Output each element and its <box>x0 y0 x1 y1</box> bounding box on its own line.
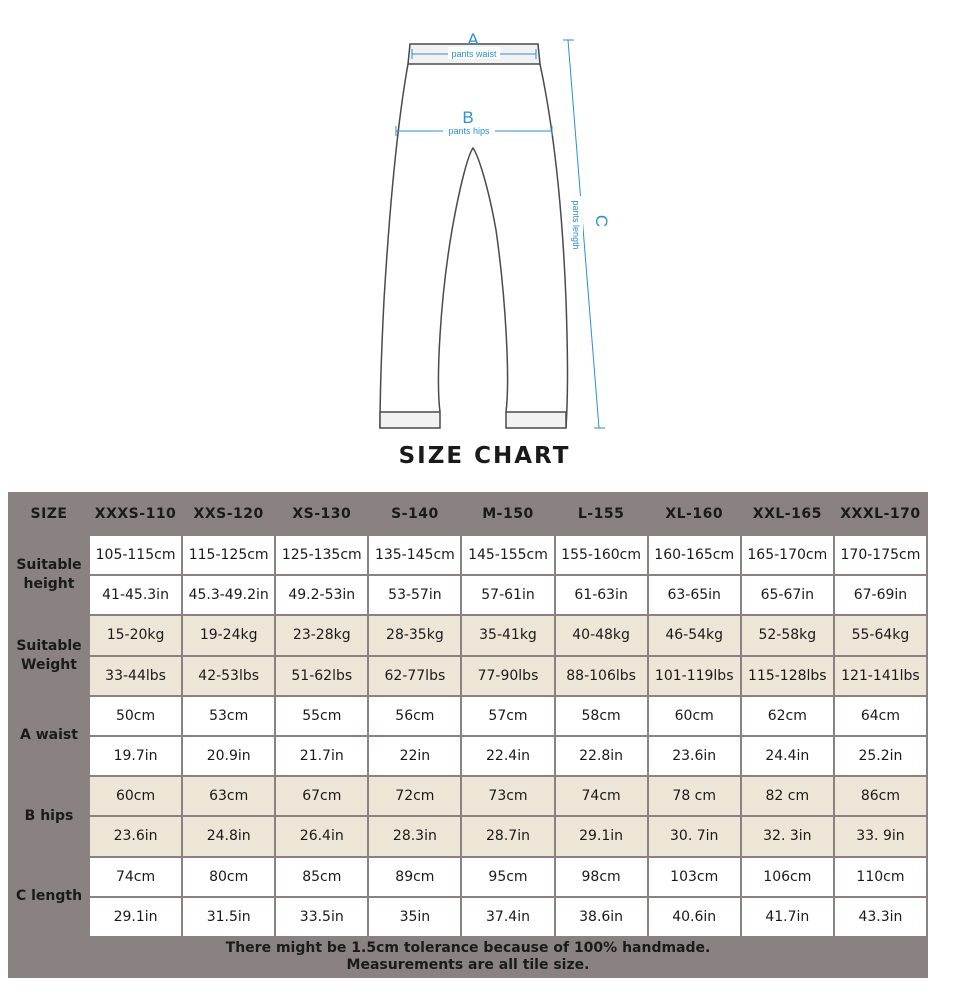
table-cell: 23.6in <box>89 816 182 856</box>
note-line-2: Measurements are all tile size. <box>346 957 590 973</box>
table-row <box>9 696 927 736</box>
table-cell: 40.6in <box>648 897 741 937</box>
label-c-caption: pants length <box>571 200 581 250</box>
table-cell: 74cm <box>555 776 648 816</box>
table-cell: 53-57in <box>368 575 461 615</box>
table-cell: 155-160cm <box>555 535 648 575</box>
table-cell: 25.2in <box>834 736 927 776</box>
table-cell: 22in <box>368 736 461 776</box>
label-b-caption: pants hips <box>448 126 490 136</box>
table-cell: 77-90lbs <box>461 656 554 696</box>
table-cell: 115-125cm <box>182 535 275 575</box>
row-group-label: Suitable height <box>9 535 89 615</box>
table-cell: 60cm <box>89 776 182 816</box>
table-row <box>9 776 927 816</box>
table-cell: 24.4in <box>741 736 834 776</box>
table-cell: 165-170cm <box>741 535 834 575</box>
table-cell: 85cm <box>275 857 368 897</box>
table-cell: 43.3in <box>834 897 927 937</box>
table-cell: 64cm <box>834 696 927 736</box>
table-cell: 63cm <box>182 776 275 816</box>
size-header-cell: XXS-120 <box>182 493 275 535</box>
table-cell: 63-65in <box>648 575 741 615</box>
size-corner-label: SIZE <box>9 493 89 535</box>
table-cell: 29.1in <box>89 897 182 937</box>
table-cell: 32. 3in <box>741 816 834 856</box>
length-measure-line <box>563 40 605 428</box>
table-cell: 23.6in <box>648 736 741 776</box>
table-cell: 28-35kg <box>368 615 461 655</box>
table-cell: 67cm <box>275 776 368 816</box>
table-cell: 28.3in <box>368 816 461 856</box>
pants-outline <box>380 44 568 428</box>
table-cell: 61-63in <box>555 575 648 615</box>
table-row <box>9 816 927 856</box>
table-cell: 41.7in <box>741 897 834 937</box>
table-cell: 41-45.3in <box>89 575 182 615</box>
size-header-cell: S-140 <box>368 493 461 535</box>
label-a: A <box>467 30 479 49</box>
table-cell: 37.4in <box>461 897 554 937</box>
row-group-label: Suitable Weight <box>9 615 89 695</box>
size-header-cell: XL-160 <box>648 493 741 535</box>
label-c: C <box>592 214 611 228</box>
table-row <box>9 736 927 776</box>
table-cell: 15-20kg <box>89 615 182 655</box>
size-table <box>8 492 928 978</box>
size-table-body <box>9 535 927 937</box>
table-cell: 95cm <box>461 857 554 897</box>
table-cell: 52-58kg <box>741 615 834 655</box>
table-cell: 67-69in <box>834 575 927 615</box>
table-cell: 98cm <box>555 857 648 897</box>
table-cell: 29.1in <box>555 816 648 856</box>
table-cell: 80cm <box>182 857 275 897</box>
table-cell: 145-155cm <box>461 535 554 575</box>
size-header-cell: XXXL-170 <box>834 493 927 535</box>
label-a-caption: pants waist <box>451 49 497 59</box>
table-cell: 50cm <box>89 696 182 736</box>
table-cell: 53cm <box>182 696 275 736</box>
table-cell: 23-28kg <box>275 615 368 655</box>
size-header-cell: L-155 <box>555 493 648 535</box>
table-cell: 135-145cm <box>368 535 461 575</box>
row-group-label: C length <box>9 857 89 938</box>
table-cell: 78 cm <box>648 776 741 816</box>
table-cell: 56cm <box>368 696 461 736</box>
table-cell: 40-48kg <box>555 615 648 655</box>
table-cell: 65-67in <box>741 575 834 615</box>
size-header-cell: M-150 <box>461 493 554 535</box>
table-cell: 86cm <box>834 776 927 816</box>
table-cell: 30. 7in <box>648 816 741 856</box>
table-cell: 105-115cm <box>89 535 182 575</box>
size-header-cell: XXL-165 <box>741 493 834 535</box>
table-cell: 45.3-49.2in <box>182 575 275 615</box>
table-row <box>9 535 927 575</box>
table-cell: 51-62lbs <box>275 656 368 696</box>
row-group-label: B hips <box>9 776 89 856</box>
table-cell: 57-61in <box>461 575 554 615</box>
table-cell: 72cm <box>368 776 461 816</box>
table-cell: 46-54kg <box>648 615 741 655</box>
table-cell: 125-135cm <box>275 535 368 575</box>
table-row <box>9 897 927 937</box>
note-line-1: There might be 1.5cm tolerance because of 100% handmade. <box>225 940 711 956</box>
row-group-label: A waist <box>9 696 89 776</box>
table-cell: 21.7in <box>275 736 368 776</box>
table-cell: 73cm <box>461 776 554 816</box>
table-row <box>9 656 927 696</box>
table-cell: 55cm <box>275 696 368 736</box>
table-cell: 24.8in <box>182 816 275 856</box>
table-cell: 101-119lbs <box>648 656 741 696</box>
size-header-cell: XS-130 <box>275 493 368 535</box>
table-cell: 89cm <box>368 857 461 897</box>
table-row <box>9 575 927 615</box>
size-chart-title: SIZE CHART <box>398 443 571 469</box>
table-cell: 22.4in <box>461 736 554 776</box>
table-cell: 103cm <box>648 857 741 897</box>
table-cell: 58cm <box>555 696 648 736</box>
table-cell: 19-24kg <box>182 615 275 655</box>
table-cell: 57cm <box>461 696 554 736</box>
table-cell: 170-175cm <box>834 535 927 575</box>
table-cell: 55-64kg <box>834 615 927 655</box>
table-cell: 49.2-53in <box>275 575 368 615</box>
size-header-row <box>9 493 927 535</box>
table-cell: 110cm <box>834 857 927 897</box>
table-cell: 35-41kg <box>461 615 554 655</box>
table-cell: 74cm <box>89 857 182 897</box>
size-header-cell: XXXS-110 <box>89 493 182 535</box>
table-cell: 160-165cm <box>648 535 741 575</box>
table-cell: 33-44lbs <box>89 656 182 696</box>
table-cell: 106cm <box>741 857 834 897</box>
table-cell: 115-128lbs <box>741 656 834 696</box>
table-cell: 38.6in <box>555 897 648 937</box>
table-cell: 33. 9in <box>834 816 927 856</box>
table-cell: 20.9in <box>182 736 275 776</box>
label-b: B <box>462 108 474 127</box>
table-cell: 88-106lbs <box>555 656 648 696</box>
table-cell: 26.4in <box>275 816 368 856</box>
tolerance-note <box>9 937 927 977</box>
table-cell: 19.7in <box>89 736 182 776</box>
table-cell: 31.5in <box>182 897 275 937</box>
table-cell: 60cm <box>648 696 741 736</box>
table-cell: 121-141lbs <box>834 656 927 696</box>
table-cell: 33.5in <box>275 897 368 937</box>
table-cell: 62cm <box>741 696 834 736</box>
table-cell: 22.8in <box>555 736 648 776</box>
table-cell: 42-53lbs <box>182 656 275 696</box>
table-cell: 82 cm <box>741 776 834 816</box>
table-cell: 35in <box>368 897 461 937</box>
table-row <box>9 857 927 897</box>
table-cell: 62-77lbs <box>368 656 461 696</box>
table-row <box>9 615 927 655</box>
table-cell: 28.7in <box>461 816 554 856</box>
pants-diagram <box>0 0 969 440</box>
